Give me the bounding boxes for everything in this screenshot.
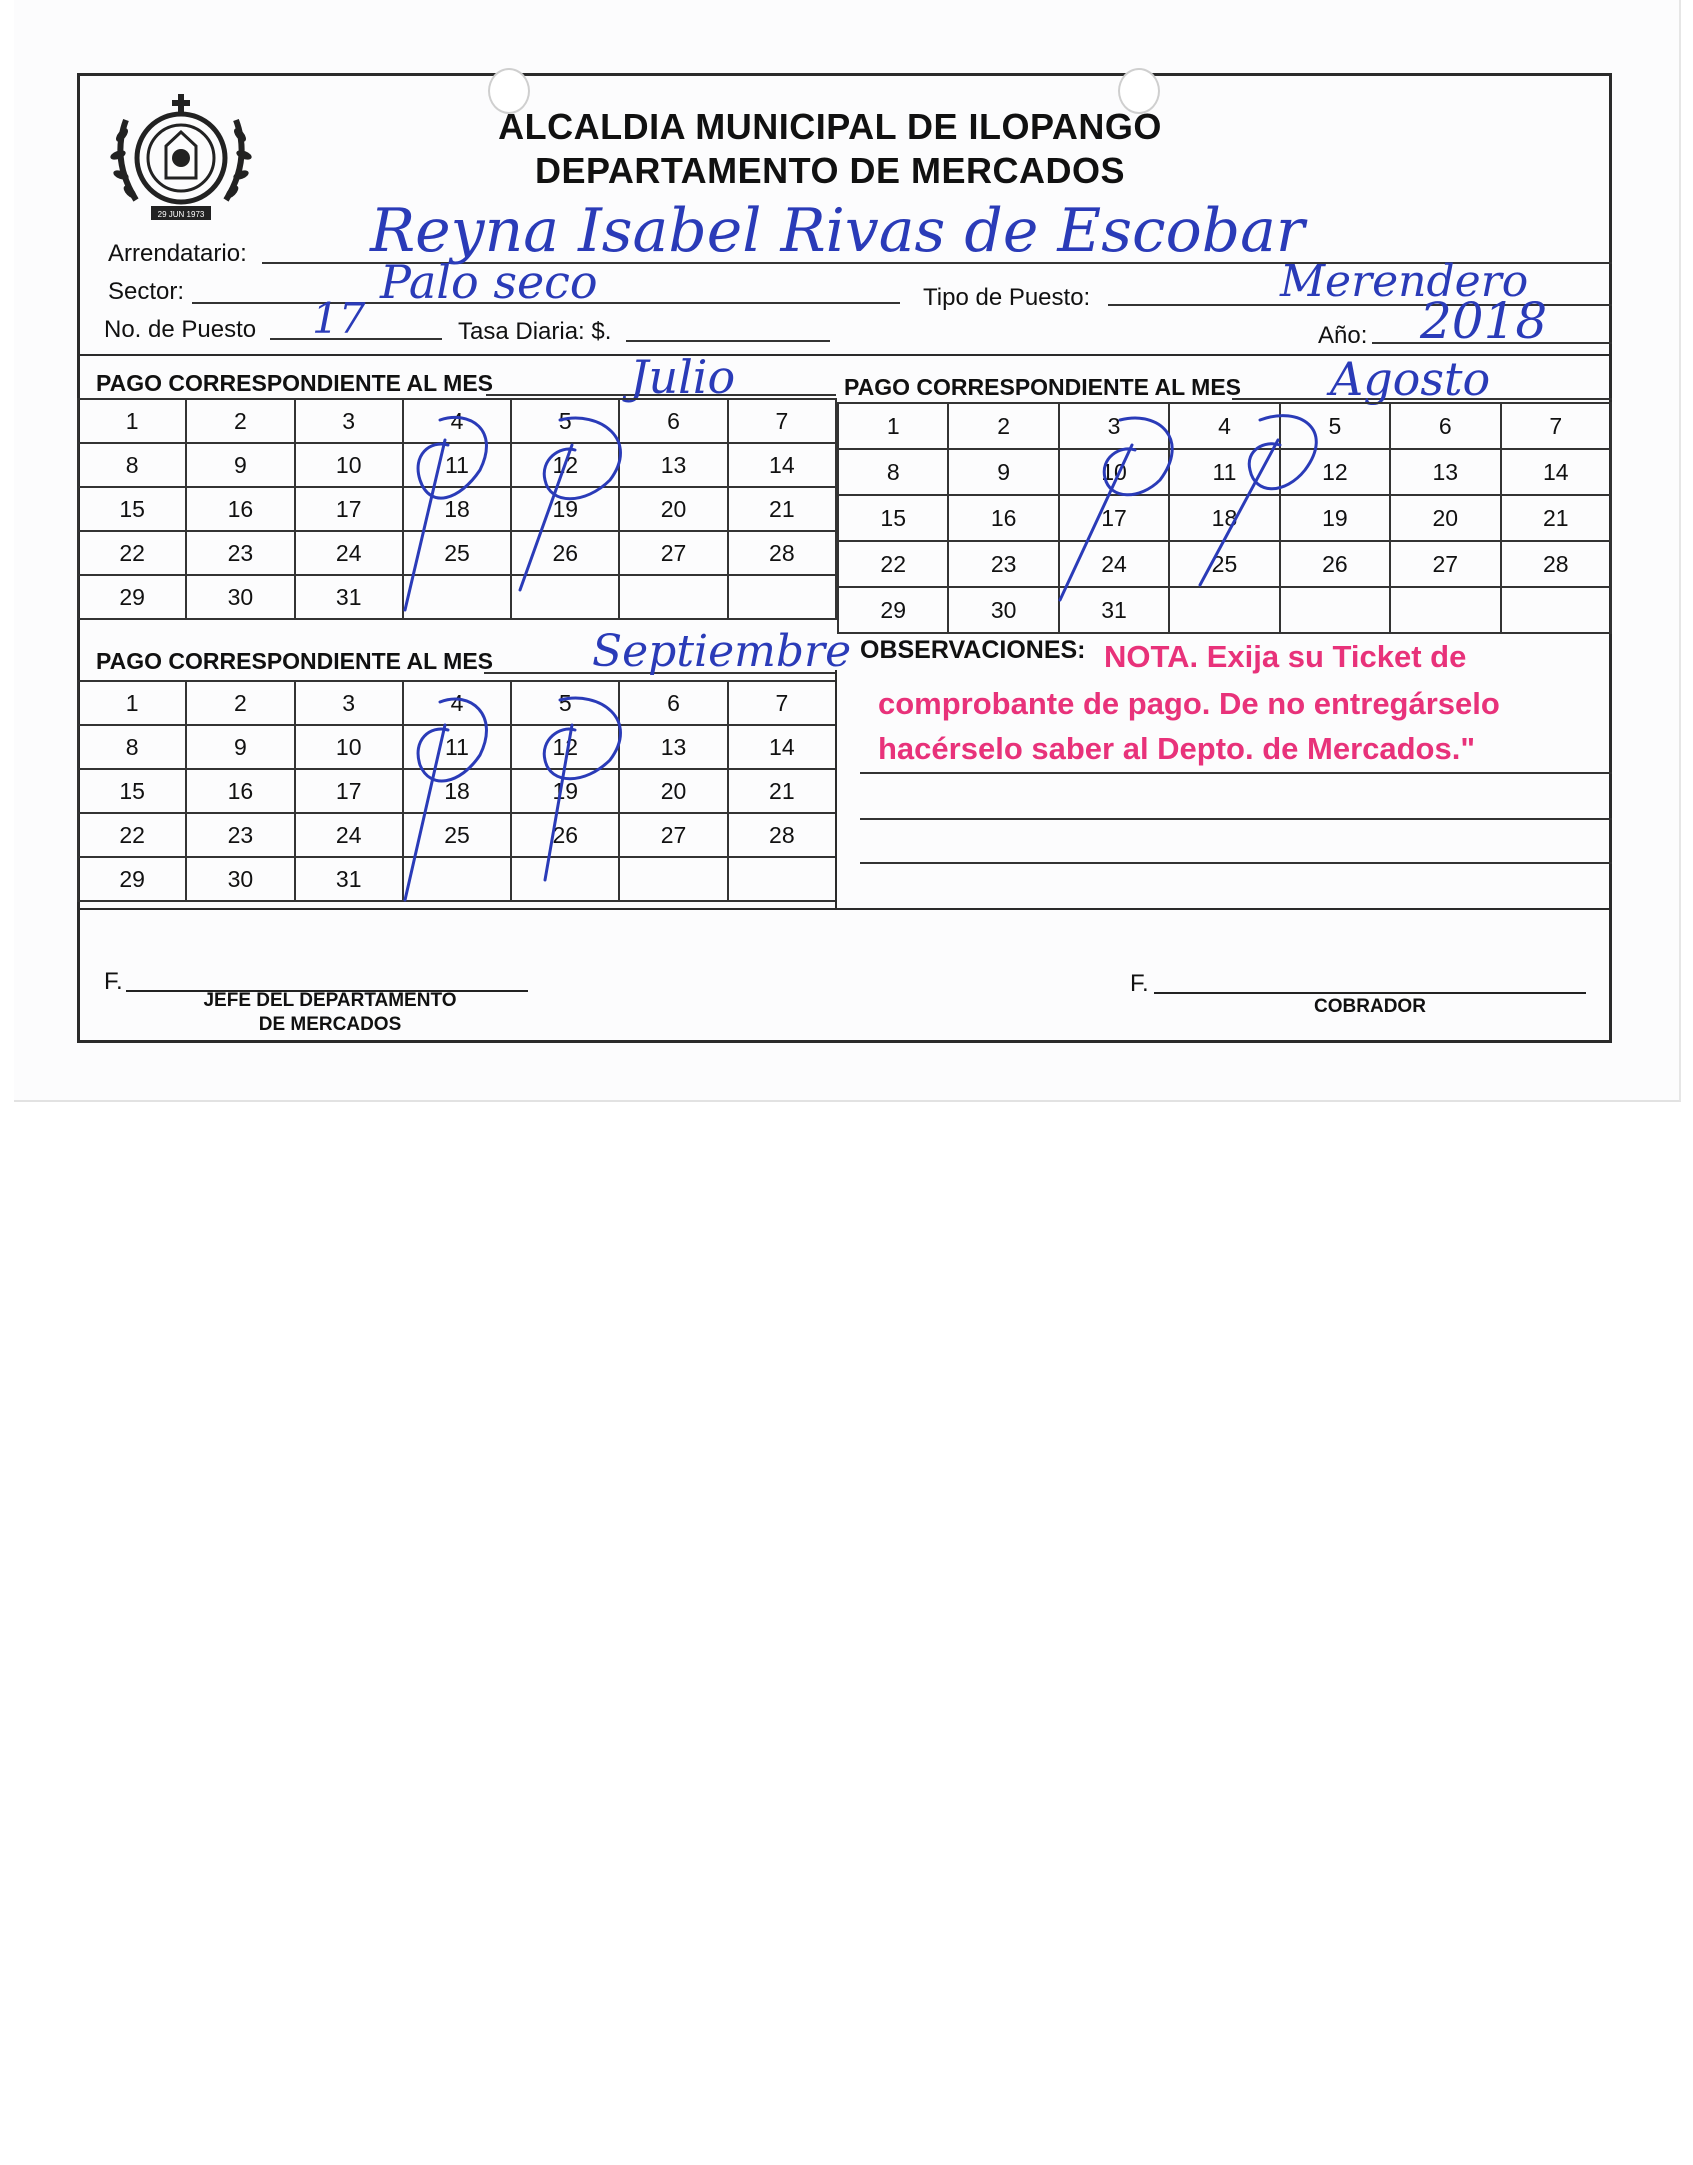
calendar-day-cell[interactable]: 24 — [295, 531, 403, 575]
calendar-day-cell[interactable]: 19 — [1280, 495, 1390, 541]
calendar-week-row — [78, 813, 836, 857]
calendar-week-row — [78, 575, 836, 619]
calendar-day-cell[interactable]: 12 — [511, 725, 619, 769]
nota-line-3: hacérselo saber al Depto. de Mercados." — [878, 731, 1476, 766]
calendar-day-cell[interactable] — [1169, 587, 1279, 633]
calendar-day-cell[interactable]: 3 — [295, 681, 403, 725]
calendar-week-row — [838, 587, 1611, 633]
calendar-day-cell[interactable] — [511, 857, 619, 901]
calendar-day-cell[interactable] — [619, 575, 727, 619]
calendar-day-cell[interactable]: 29 — [838, 587, 948, 633]
calendar-day-cell[interactable]: 5 — [511, 399, 619, 443]
calendar-day-cell[interactable]: 5 — [1280, 403, 1390, 449]
calendar-week-row — [78, 443, 836, 487]
tasa-diaria-line — [626, 340, 830, 342]
calendar-day-cell[interactable] — [511, 575, 619, 619]
calendar-day-cell[interactable]: 5 — [511, 681, 619, 725]
calendar-day-cell[interactable]: 15 — [78, 487, 186, 531]
calendar-day-cell[interactable]: 1 — [78, 681, 186, 725]
calendar-day-cell[interactable] — [403, 575, 511, 619]
signature-right-prefix: F. — [1130, 970, 1149, 997]
signature-left-caption-2: DE MERCADOS — [258, 1014, 402, 1035]
calendar-day-cell[interactable] — [1280, 587, 1390, 633]
calendar-day-cell[interactable]: 2 — [186, 399, 294, 443]
calendar-day-cell[interactable]: 1 — [78, 399, 186, 443]
month-1-calendar — [77, 398, 837, 620]
calendar-week-row — [78, 857, 836, 901]
tipo-puesto-value[interactable]: Merendero — [1280, 256, 1529, 307]
calendar-day-cell[interactable]: 17 — [1059, 495, 1169, 541]
calendar-day-cell[interactable]: 22 — [838, 541, 948, 587]
calendar-week-row — [838, 449, 1611, 495]
municipality-title: ALCALDIA MUNICIPAL DE ILOPANGO — [498, 106, 1162, 147]
calendar-day-cell[interactable]: 6 — [619, 399, 727, 443]
calendar-day-cell[interactable]: 17 — [295, 487, 403, 531]
calendar-day-cell[interactable]: 15 — [838, 495, 948, 541]
calendar-day-cell[interactable]: 23 — [948, 541, 1058, 587]
month-2-calendar — [837, 402, 1612, 634]
month-2-value[interactable]: Agosto — [1330, 352, 1491, 406]
calendar-day-cell[interactable] — [1390, 587, 1500, 633]
month-3-value[interactable]: Septiembre — [592, 626, 852, 677]
tasa-diaria-label: Tasa Diaria: $. — [458, 318, 612, 345]
calendar-day-cell[interactable]: 9 — [186, 725, 294, 769]
calendar-day-cell[interactable] — [619, 857, 727, 901]
month-1-label: PAGO CORRESPONDIENTE AL MES — [96, 370, 494, 396]
calendar-day-cell[interactable]: 31 — [295, 857, 403, 901]
calendar-day-cell[interactable]: 30 — [186, 575, 294, 619]
calendar-day-cell[interactable]: 18 — [403, 487, 511, 531]
calendar-day-cell[interactable]: 7 — [1501, 403, 1611, 449]
observaciones-divider — [835, 670, 837, 910]
calendar-day-cell[interactable]: 22 — [78, 813, 186, 857]
calendar-day-cell[interactable]: 21 — [1501, 495, 1611, 541]
nota-line-1: NOTA. Exija su Ticket de — [1104, 639, 1467, 674]
calendar-day-cell[interactable]: 10 — [1059, 449, 1169, 495]
calendar-day-cell[interactable]: 23 — [186, 813, 294, 857]
calendar-day-cell[interactable]: 15 — [78, 769, 186, 813]
calendar-day-cell[interactable]: 10 — [295, 725, 403, 769]
calendar-week-row — [78, 725, 836, 769]
calendar-week-row — [78, 531, 836, 575]
nota-line-2: comprobante de pago. De no entregárselo — [878, 686, 1500, 721]
observaciones-line-1 — [860, 772, 1612, 774]
calendar-day-cell[interactable] — [403, 857, 511, 901]
sector-label: Sector: — [108, 278, 185, 305]
calendar-day-cell[interactable]: 10 — [295, 443, 403, 487]
calendar-week-row — [78, 769, 836, 813]
calendar-day-cell[interactable]: 9 — [948, 449, 1058, 495]
anio-value[interactable]: 2018 — [1420, 292, 1548, 350]
calendar-day-cell[interactable]: 29 — [78, 575, 186, 619]
calendar-day-cell[interactable]: 4 — [1169, 403, 1279, 449]
calendar-day-cell[interactable]: 13 — [619, 725, 727, 769]
calendar-day-cell[interactable]: 8 — [838, 449, 948, 495]
calendar-day-cell[interactable]: 14 — [728, 443, 836, 487]
sector-value[interactable]: Palo seco — [380, 255, 598, 309]
calendar-day-cell[interactable]: 28 — [728, 531, 836, 575]
observaciones-line-3 — [860, 862, 1612, 864]
observaciones-label: OBSERVACIONES: — [860, 636, 1086, 664]
calendar-day-cell[interactable]: 6 — [619, 681, 727, 725]
calendar-day-cell[interactable]: 13 — [1390, 449, 1500, 495]
calendar-day-cell[interactable]: 14 — [1501, 449, 1611, 495]
anio-label: Año: — [1318, 322, 1368, 349]
calendar-day-cell[interactable]: 30 — [948, 587, 1058, 633]
calendar-day-cell[interactable]: 12 — [511, 443, 619, 487]
calendar-day-cell[interactable]: 21 — [728, 769, 836, 813]
calendar-day-cell[interactable]: 31 — [295, 575, 403, 619]
signature-left-caption-1: JEFE DEL DEPARTAMENTO — [203, 990, 457, 1011]
calendar-day-cell[interactable]: 25 — [403, 813, 511, 857]
calendar-day-cell[interactable]: 7 — [728, 399, 836, 443]
calendar-week-row — [838, 403, 1611, 449]
calendar-day-cell[interactable]: 24 — [1059, 541, 1169, 587]
no-puesto-label: No. de Puesto — [104, 316, 257, 343]
signature-left-prefix: F. — [104, 968, 123, 995]
calendar-day-cell[interactable]: 3 — [1059, 403, 1169, 449]
svg-text:29 JUN 1973: 29 JUN 1973 — [157, 210, 205, 219]
calendar-day-cell[interactable]: 17 — [295, 769, 403, 813]
signatures-divider — [77, 908, 1612, 910]
municipal-seal-logo — [96, 80, 266, 230]
calendar-day-cell[interactable]: 27 — [619, 813, 727, 857]
month-1-value[interactable]: Julio — [630, 350, 736, 404]
calendar-day-cell[interactable]: 28 — [728, 813, 836, 857]
calendar-day-cell[interactable]: 20 — [1390, 495, 1500, 541]
signature-right-caption: COBRADOR — [1314, 996, 1426, 1017]
calendar-day-cell[interactable]: 18 — [403, 769, 511, 813]
calendar-day-cell[interactable]: 26 — [1280, 541, 1390, 587]
calendar-day-cell[interactable]: 30 — [186, 857, 294, 901]
calendar-day-cell[interactable]: 1 — [838, 403, 948, 449]
calendar-day-cell[interactable]: 16 — [948, 495, 1058, 541]
calendar-week-row — [838, 495, 1611, 541]
calendar-day-cell[interactable]: 8 — [78, 725, 186, 769]
calendar-day-cell[interactable]: 28 — [1501, 541, 1611, 587]
calendar-day-cell[interactable]: 7 — [728, 681, 836, 725]
calendar-day-cell[interactable]: 26 — [511, 531, 619, 575]
calendar-day-cell[interactable]: 18 — [1169, 495, 1279, 541]
calendar-day-cell[interactable]: 16 — [186, 769, 294, 813]
department-title: DEPARTAMENTO DE MERCADOS — [534, 150, 1126, 191]
tipo-puesto-label: Tipo de Puesto: — [923, 284, 1091, 311]
month-3-label: PAGO CORRESPONDIENTE AL MES — [96, 648, 494, 674]
calendar-day-cell[interactable]: 16 — [186, 487, 294, 531]
calendar-day-cell[interactable]: 20 — [619, 769, 727, 813]
calendar-day-cell[interactable] — [728, 575, 836, 619]
calendar-day-cell[interactable] — [728, 857, 836, 901]
calendar-day-cell[interactable]: 27 — [619, 531, 727, 575]
calendar-day-cell[interactable]: 21 — [728, 487, 836, 531]
arrendatario-label: Arrendatario: — [108, 240, 247, 267]
calendar-day-cell[interactable]: 4 — [403, 681, 511, 725]
calendar-day-cell[interactable]: 13 — [619, 443, 727, 487]
calendar-day-cell[interactable]: 3 — [295, 399, 403, 443]
calendar-day-cell[interactable]: 19 — [511, 487, 619, 531]
calendar-day-cell[interactable]: 14 — [728, 725, 836, 769]
calendar-day-cell[interactable]: 11 — [403, 725, 511, 769]
calendar-day-cell[interactable]: 9 — [186, 443, 294, 487]
calendar-day-cell[interactable]: 2 — [948, 403, 1058, 449]
calendar-day-cell[interactable]: 31 — [1059, 587, 1169, 633]
calendar-day-cell[interactable]: 27 — [1390, 541, 1500, 587]
signature-right-line[interactable] — [1154, 992, 1586, 994]
month-3-calendar — [77, 680, 837, 902]
calendar-day-cell[interactable]: 12 — [1280, 449, 1390, 495]
calendar-day-cell[interactable]: 22 — [78, 531, 186, 575]
arrendatario-value[interactable]: Reyna Isabel Rivas de Escobar — [370, 196, 1305, 266]
calendar-day-cell[interactable] — [1501, 587, 1611, 633]
month-2-label: PAGO CORRESPONDIENTE AL MES — [844, 374, 1242, 400]
calendar-day-cell[interactable]: 11 — [403, 443, 511, 487]
calendar-day-cell[interactable]: 4 — [403, 399, 511, 443]
calendar-day-cell[interactable]: 23 — [186, 531, 294, 575]
calendar-day-cell[interactable]: 2 — [186, 681, 294, 725]
calendar-week-row — [78, 681, 836, 725]
calendar-week-row — [78, 487, 836, 531]
calendar-day-cell[interactable]: 26 — [511, 813, 619, 857]
no-puesto-value[interactable]: 17 — [312, 294, 366, 343]
calendar-day-cell[interactable]: 25 — [1169, 541, 1279, 587]
calendar-day-cell[interactable]: 11 — [1169, 449, 1279, 495]
calendar-week-row — [78, 399, 836, 443]
calendar-day-cell[interactable]: 6 — [1390, 403, 1500, 449]
calendar-day-cell[interactable]: 19 — [511, 769, 619, 813]
calendar-day-cell[interactable]: 8 — [78, 443, 186, 487]
calendar-week-row — [838, 541, 1611, 587]
calendar-day-cell[interactable]: 20 — [619, 487, 727, 531]
calendar-day-cell[interactable]: 29 — [78, 857, 186, 901]
calendar-day-cell[interactable]: 24 — [295, 813, 403, 857]
calendar-day-cell[interactable]: 25 — [403, 531, 511, 575]
observaciones-line-2 — [860, 818, 1612, 820]
